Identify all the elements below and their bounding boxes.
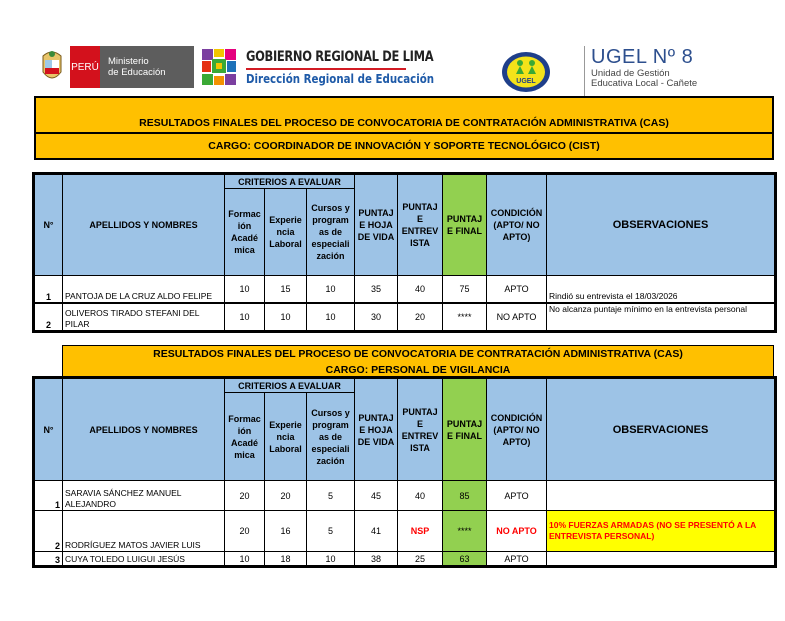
col-header-entrevista: PUNTAJ E ENTREV ISTA [398,175,443,276]
score-formacion: 10 [225,303,265,331]
score-cursos: 10 [307,303,355,331]
ministry-line2: de Educación [108,67,166,78]
col-header-num: N° [35,175,63,276]
score-experiencia: 18 [265,552,307,566]
col-header-formacion: Formac ión Acadé mica [225,189,265,276]
applicant-name: RODRÍGUEZ MATOS JAVIER LUIS [63,511,225,552]
col-header-hoja-vida: PUNTAJ E HOJA DE VIDA [355,175,398,276]
row-number: 3 [35,552,63,566]
peru-coat-of-arms-icon [40,48,64,86]
applicant-name: CUYA TOLEDO LUIGUI JESÚS [63,552,225,566]
col-header-entrevista: PUNTAJ E ENTREV ISTA [398,379,443,481]
ministry-line1: Ministerio [108,56,149,67]
col-header-condicion: CONDICIÓN (APTO/ NO APTO) [487,175,547,276]
col-header-observaciones: OBSERVACIONES [547,379,775,481]
score-cursos: 10 [307,276,355,303]
score-final: **** [443,303,487,331]
section2-cargo-banner [62,362,774,378]
score-entrevista: NSP [398,511,443,552]
applicant-name: PANTOJA DE LA CRUZ ALDO FELIPE [63,276,225,303]
score-formacion: 20 [225,481,265,511]
score-cursos: 5 [307,511,355,552]
applicant-name: SARAVIA SÁNCHEZ MANUEL ALEJANDRO [63,481,225,511]
condition: APTO [487,276,547,303]
ugel-subtitle-line1: Unidad de Gestión [591,68,670,79]
observations: Rindió su entrevista el 18/03/2026 [547,276,775,303]
col-header-names: APELLIDOS Y NOMBRES [63,175,225,276]
col-header-condicion: CONDICIÓN (APTO/ NO APTO) [487,379,547,481]
table-row [35,276,775,303]
col-header-cursos: Cursos y program as de especiali zación [307,189,355,276]
peru-label: PERÚ [71,61,99,73]
ugel-seal-icon [500,50,552,94]
score-hoja-vida: 35 [355,276,398,303]
regional-directorate-subtitle: Dirección Regional de Educación [246,71,435,86]
score-final: **** [443,511,487,552]
score-experiencia: 20 [265,481,307,511]
observations: 10% FUERZAS ARMADAS (NO SE PRESENTÓ A LA ENTREVISTA PERSONAL) [547,511,775,552]
table-row [35,481,775,511]
score-formacion: 10 [225,276,265,303]
score-final: 85 [443,481,487,511]
score-formacion: 20 [225,511,265,552]
ugel-seal-label: UGEL [516,78,536,85]
score-hoja-vida: 45 [355,481,398,511]
ministry-logo [100,46,194,88]
col-header-experiencia: Experie ncia Laboral [265,189,307,276]
score-entrevista: 40 [398,276,443,303]
col-header-hoja-vida: PUNTAJ E HOJA DE VIDA [355,379,398,481]
section2-title-banner [62,345,774,363]
row-number: 2 [35,511,63,552]
col-header-names: APELLIDOS Y NOMBRES [63,379,225,481]
score-experiencia: 10 [265,303,307,331]
col-header-formacion: Formac ión Acadé mica [225,393,265,481]
col-header-observaciones: OBSERVACIONES [547,175,775,276]
col-header-experiencia: Experie ncia Laboral [265,393,307,481]
col-header-final: PUNTAJ E FINAL [443,175,487,276]
row-number: 1 [35,276,63,303]
score-cursos: 10 [307,552,355,566]
col-header-criteria: CRITERIOS A EVALUAR [225,379,355,393]
score-hoja-vida: 38 [355,552,398,566]
row-number: 2 [35,303,63,331]
ugel-subtitle-line2: Educativa Local - Cañete [591,78,698,89]
section1-title: RESULTADOS FINALES DEL PROCESO DE CONVOCATORIA DE CONTRATACIÓN ADMINISTRATIVA (CAS) [139,117,669,129]
section2-results-table [34,378,775,566]
score-formacion: 10 [225,552,265,566]
regional-government-logo-icon [200,47,238,87]
section2-cargo: CARGO: PERSONAL DE VIGILANCIA [325,363,511,376]
score-hoja-vida: 41 [355,511,398,552]
score-hoja-vida: 30 [355,303,398,331]
score-entrevista: 40 [398,481,443,511]
observations [547,481,775,511]
col-header-num: N° [35,379,63,481]
score-cursos: 5 [307,481,355,511]
ugel-title: UGEL Nº 8 [591,46,694,68]
col-header-cursos: Cursos y program as de especiali zación [307,393,355,481]
score-experiencia: 16 [265,511,307,552]
section1-cargo-banner [34,134,774,160]
col-header-criteria: CRITERIOS A EVALUAR [225,175,355,189]
peru-brand-block [70,46,100,88]
table-row [35,552,775,566]
section1-results-table [34,174,775,331]
score-experiencia: 15 [265,276,307,303]
col-header-final: PUNTAJ E FINAL [443,379,487,481]
applicant-name: OLIVEROS TIRADO STEFANI DEL PILAR [63,303,225,331]
row-number: 1 [35,481,63,511]
regional-government-title: GOBIERNO REGIONAL DE LIMA [246,49,434,65]
score-final: 63 [443,552,487,566]
condition: APTO [487,481,547,511]
section2-title: RESULTADOS FINALES DEL PROCESO DE CONVOCATORIA DE CONTRATACIÓN ADMINISTRATIVA (CAS) [153,348,683,360]
condition: NO APTO [487,511,547,552]
observations [547,552,775,566]
condition: NO APTO [487,303,547,331]
ugel-divider [584,46,585,96]
ugel-subtitle [591,69,697,89]
score-final: 75 [443,276,487,303]
observations: No alcanza puntaje mínimo en la entrevista personal [547,303,775,331]
table-row [35,303,775,331]
score-entrevista: 25 [398,552,443,566]
regional-title-underline [246,68,406,70]
table-row [35,511,775,552]
condition: APTO [487,552,547,566]
section1-cargo: CARGO: COORDINADOR DE INNOVACIÓN Y SOPORTE TECNOLÓGICO (CIST) [208,140,600,152]
section1-title-banner [34,96,774,134]
score-entrevista: 20 [398,303,443,331]
